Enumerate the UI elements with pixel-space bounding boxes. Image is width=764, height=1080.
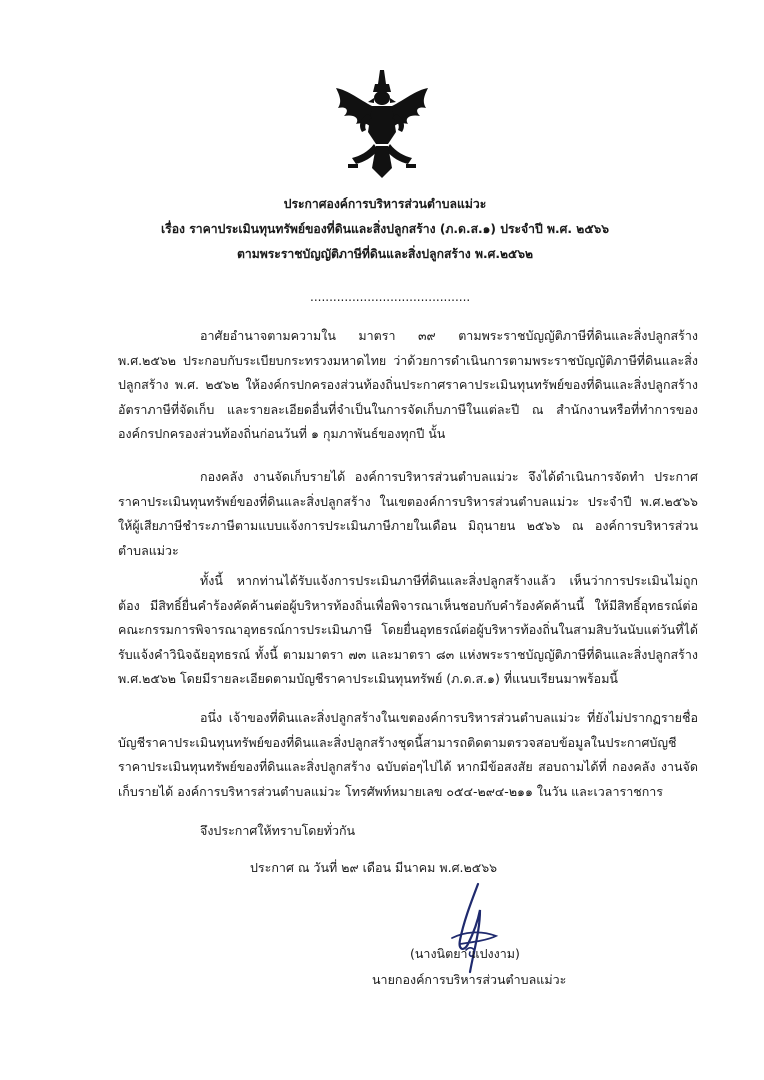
paragraph-4-text: อนึ่ง เจ้าของที่ดินและสิ่งปลูกสร้างในเขตองค์การบริหารส่วนตำบลแม่วะ ที่ยังไม่ปรากฏรายชื่อบัญชีราคาประเมินทุนทรัพย์ของที่ดินและสิ่งปลูกสร้างชุดนี้สามารถติดตามตรวจสอบข้อมูลในประกาศบัญชีราคาประเมินทุนทรัพย์ของที่ดินและสิ่งปลูกสร้าง ฉบับต่อๆไปได้ หากมีข้อสงสัย สอบถามได้ที่ กองคลัง งานจัดเก็บรายได้ องค์การบริหารส่วนตำบลแม่วะ โทรศัพท์หมายเลข ๐๕๔-๒๙๔-๒๑๑ ในวัน และเวลาราชการ <box>118 710 698 799</box>
garuda-emblem-icon <box>330 70 434 178</box>
paragraph-2-text: กองคลัง งานจัดเก็บรายได้ องค์การบริหารส่วนตำบลแม่วะ จึงได้ดำเนินการจัดทำ ประกาศราคาประเมินทุนทรัพย์ของที่ดินและสิ่งปลูกสร้าง ในเขตองค์การบริหารส่วนตำบลแม่วะ ประจำปี พ.ศ.๒๕๖๖ ให้ผู้เสียภาษีชำระภาษีตามแบบแจ้งการประเมินภาษีภายในเดือน มิถุนายน ๒๕๖๖ ณ องค์การบริหารส่วนตำบลแม่วะ <box>118 469 698 558</box>
signatory-name: (นางนิตยา แปงงาม) <box>410 946 520 961</box>
separator-dots: .......................................... <box>310 290 471 304</box>
signatory-title: นายกองค์การบริหารส่วนตำบลแม่วะ <box>372 972 567 987</box>
paragraph-2 <box>118 465 698 563</box>
paragraph-3-text: ทั้งนี้ หากท่านได้รับแจ้งการประเมินภาษีที่ดินและสิ่งปลูกสร้างแล้ว เห็นว่าการประเมินไม่ถูกต้อง มีสิทธิ์ยื่นคำร้องคัดค้านต่อผู้บริหารท้องถิ่นเพื่อพิจารณาเห็นชอบกับคำร้องคัดค้านนี้ ให้มีสิทธิ์อุทธรณ์ต่อคณะกรรมการพิจารณาอุทธรณ์การประเมินภาษี โดยยื่นอุทธรณ์ต่อผู้บริหารท้องถิ่นในสามสิบวันนับแต่วันที่ได้รับแจ้งคำวินิจฉัยอุทธรณ์ ทั้งนี้ ตามมาตรา ๗๓ และมาตรา ๘๓ แห่งพระราชบัญญัติภาษีที่ดินและสิ่งปลูกสร้าง พ.ศ.๒๕๖๒ โดยมีรายละเอียดตามบัญชีราคาประเมินทุนทรัพย์ (ภ.ด.ส.๑) ที่แนบเรียนมาพร้อมนี้ <box>118 573 698 686</box>
header-subject: เรื่อง ราคาประเมินทุนทรัพย์ของที่ดินและสิ่งปลูกสร้าง (ภ.ด.ส.๑) ประจำปี พ.ศ. ๒๕๖๖ <box>160 222 610 236</box>
paragraph-1-text: อาศัยอำนาจตามความใน มาตรา ๓๙ ตามพระราชบัญญัติภาษีที่ดินและสิ่งปลูกสร้าง พ.ศ.๒๕๖๒ ประกอบกับระเบียบกระทรวงมหาดไทย ว่าด้วยการดำเนินการตามพระราชบัญญัติภาษีที่ดินและสิ่งปลูกสร้าง พ.ศ. ๒๕๖๒ ให้องค์กรปกครองส่วนท้องถิ่นประกาศราคาประเมินทุนทรัพย์ของที่ดินและสิ่งปลูกสร้าง อัตราภาษีที่จัดเก็บ และรายละเอียดอื่นที่จำเป็นในการจัดเก็บภาษีในแต่ละปี ณ สำนักงานหรือที่ทำการขององค์กรปกครองส่วนท้องถิ่นก่อนวันที่ ๑ กุมภาพันธ์ของทุกปี นั้น <box>118 328 698 441</box>
announcement-date: ประกาศ ณ วันที่ ๒๙ เดือน มีนาคม พ.ศ.๒๕๖๖ <box>250 860 498 875</box>
handwritten-signature-icon <box>430 880 520 980</box>
paragraph-3 <box>118 569 698 692</box>
header-act: ตามพระราชบัญญัติภาษีที่ดินและสิ่งปลูกสร้าง พ.ศ.๒๕๖๒ <box>236 247 534 261</box>
paragraph-1 <box>118 324 698 447</box>
paragraph-4 <box>118 706 698 804</box>
header-line-1: ประกาศองค์การบริหารส่วนตำบลแม่วะ <box>283 197 487 211</box>
closing-statement: จึงประกาศให้ทราบโดยทั่วกัน <box>200 823 356 838</box>
